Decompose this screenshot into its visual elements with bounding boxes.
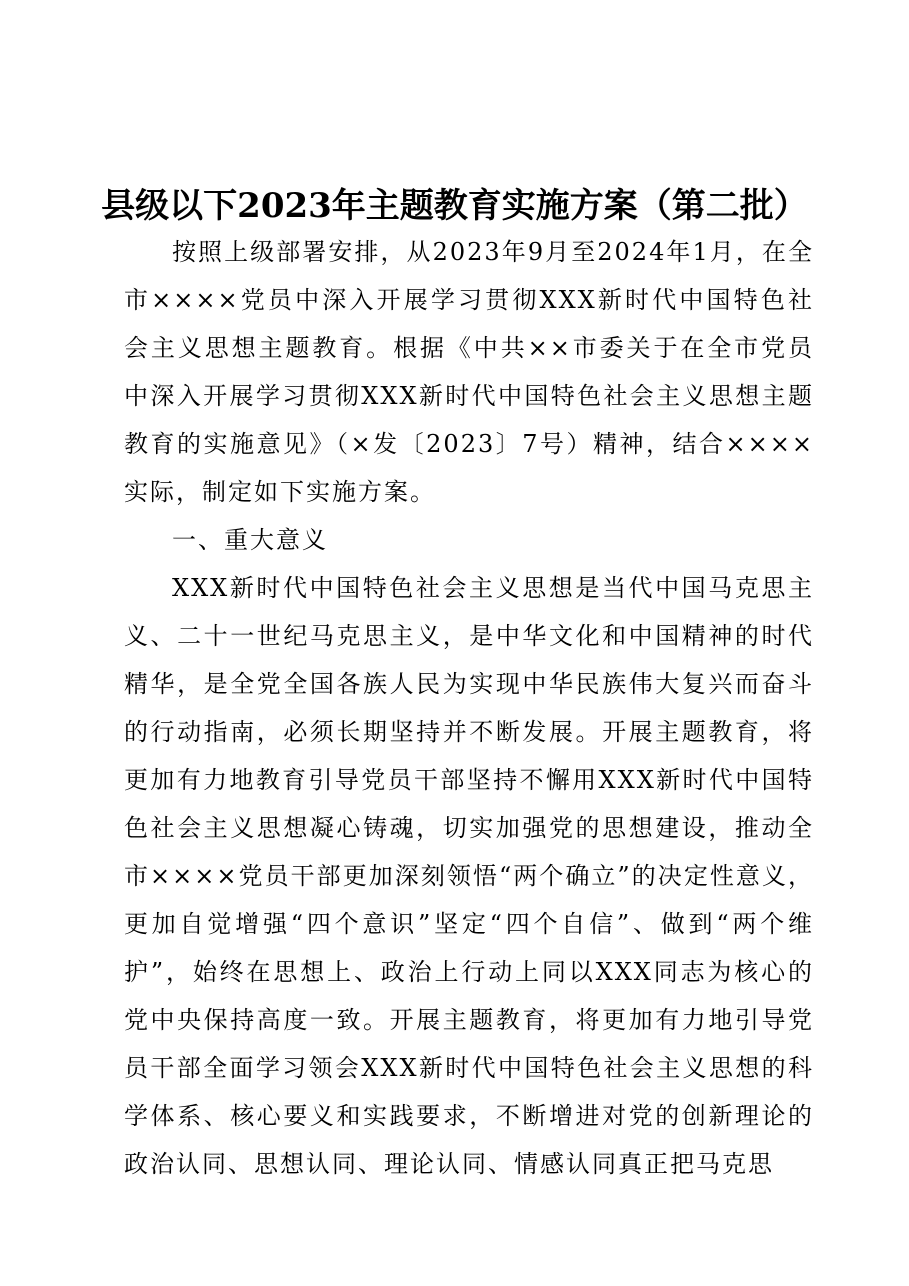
document-title: 县级以下2023年主题教育实施方案（第二批） bbox=[101, 186, 808, 226]
document-body bbox=[124, 228, 814, 1188]
intro-paragraph: 按照上级部署安排，从2023年9月至2024年1月，在全市××××党员中深入开展学习贯彻XXX新时代中国特色社会主义思想主题教育。根据《中共××市委关于在全市党员中深入开展学习贯彻XXX新时代中国特色社会主义思想主题教育的实施意见》（×发〔2023〕7号）精神，结合××××实际，制定如下实施方案。 bbox=[124, 238, 814, 506]
section-heading: 一、重大意义 bbox=[172, 526, 328, 554]
significance-paragraph: XXX新时代中国特色社会主义思想是当代中国马克思主义、二十一世纪马克思主义，是中华文化和中国精神的时代精华，是全党全国各族人民为实现中华民族伟大复兴而奋斗的行动指南，必须长期坚持并不断发展。开展主题教育，将更加有力地教育引导党员干部坚持不懈用XXX新时代中国特色社会主义思想凝心铸魂，切实加强党的思想建设，推动全市××××党员干部更加深刻领悟“两个确立”的决定性意义，更加自觉增强“四个意识”坚定“四个自信”、做到“两个维护”，始终在思想上、政治上行动上同以XXX同志为核心的党中央保持高度一致。开展主题教育，将更加有力地引导党员干部全面学习领会XXX新时代中国特色社会主义思想的科学体系、核心要义和实践要求，不断增进对党的创新理论的政治认同、思想认同、理论认同、情感认同真正把马克思 bbox=[124, 574, 814, 1178]
